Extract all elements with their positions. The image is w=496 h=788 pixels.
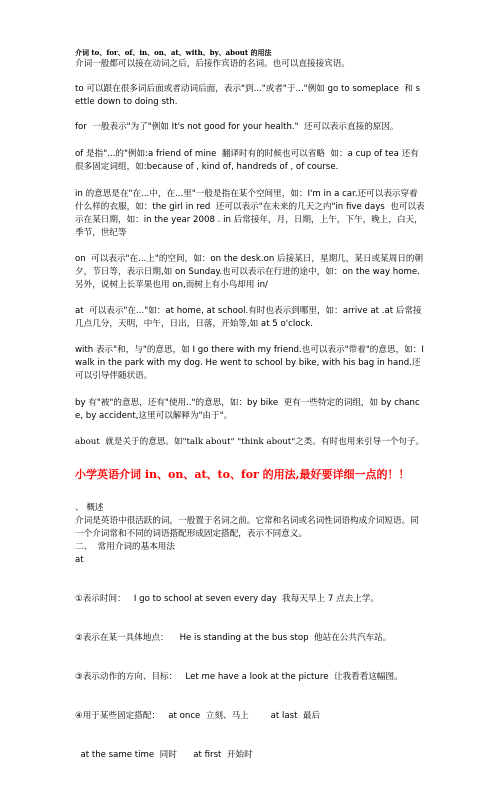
paragraph-at: at 可以表示"在..."如：at home, at school.有时也表示到哪里，如：arrive at .at 后常接几点几分，天明，中午，日出，日落，开始等,如 at 5 o'clock. xyxy=(75,306,422,329)
at-usage-item: ②表示在某一具体地点： He is standing at the bus stop 他站在公共汽车站。 xyxy=(75,633,392,643)
paragraph-to: to 可以跟在很多词后面或者动词后面，表示"到..."或者"于..."例如 go to someplace 和 settle down to doing sth. xyxy=(75,84,421,107)
at-usage-item: at the same time 同时 at first 开始时 xyxy=(75,750,253,760)
paragraph-with: with 表示"和，与"的意思，如 I go there with my friend.也可以表示"带着"的意思，如：I walk in the park with my dog. He went to school by bike, with his bag in hand.还可以引导伴随状语。 xyxy=(75,345,427,381)
overview-label: 、 概述 xyxy=(75,503,104,513)
at-label: at xyxy=(75,555,84,565)
overview-text: 介词是英语中很活跃的词，一般置于名词之前。它常和名词或名词性词语构成介词短语。同一个介词常和不同的词语搭配形成固定搭配，表示不同意义。 xyxy=(75,516,419,539)
section-heading: 小学英语介词 in、on、at、to、for 的用法,最好要详细一点的！！ xyxy=(75,468,410,481)
paragraph-intro: 介词一般都可以接在动词之后，后接作宾语的名词。也可以直接接宾语。 xyxy=(75,59,351,69)
paragraph-about: about 就是关于的意思。如"talk about" "think about"之类。有时也用来引导一个句子。 xyxy=(75,437,425,447)
at-usage-item: ④用于某些固定搭配： at once 立刻、马上 at last 最后 xyxy=(75,711,321,721)
paragraph-in: in 的意思是在"在...中，在...里"一般是指在某个空间里，如：I'm in a car.还可以表示穿着什么样的衣服，如：the girl in red 还可以表示"在未来的几天之内"in five days 也可以表示在某日期，如：in the year 2008 . in 后常接年，月，日期，上午，下午，晚上，白天，季节，世纪等 xyxy=(75,189,425,238)
at-usage-item: ①表示时间： I go to school at seven every day 我每天早上 7 点去上学。 xyxy=(75,594,380,604)
at-usage-list xyxy=(75,567,435,788)
document-title: 介词 to、for、of、in、on、at、with、by、about 的用法 xyxy=(75,48,272,57)
paragraph-on: on 可以表示"在...上"的空间，如：on the desk.on 后接某日，星期几，某日或某周日的朝夕，节日等，表示日期,如 on Sunday.也可以表示在行进的途中，如：on the way home.另外，说树上长苹果也用 on,而树上有小鸟却用 in/ xyxy=(75,254,424,290)
usage-heading: 二、 常用介词的基本用法 xyxy=(75,542,175,552)
paragraph-of: of 是指"...的"例如:a friend of mine 翻译时有的时候也可以省略 如：a cup of tea 还有很多固定词组，如:because of , kind of, handreds of , of course. xyxy=(75,149,419,172)
paragraph-by: by 有"被"的意思，还有"使用.."的意思，如：by bike 更有一些特定的词组，如 by chance, by accident,这里可以解释为"由于"。 xyxy=(75,398,420,421)
paragraph-for: for 一般表示"为了"例如 It's not good for your health." 还可以表示直接的原因。 xyxy=(75,122,399,132)
at-usage-item: ③表示动作的方向、目标： Let me have a look at the picture 让我看看这幅图。 xyxy=(75,672,403,682)
